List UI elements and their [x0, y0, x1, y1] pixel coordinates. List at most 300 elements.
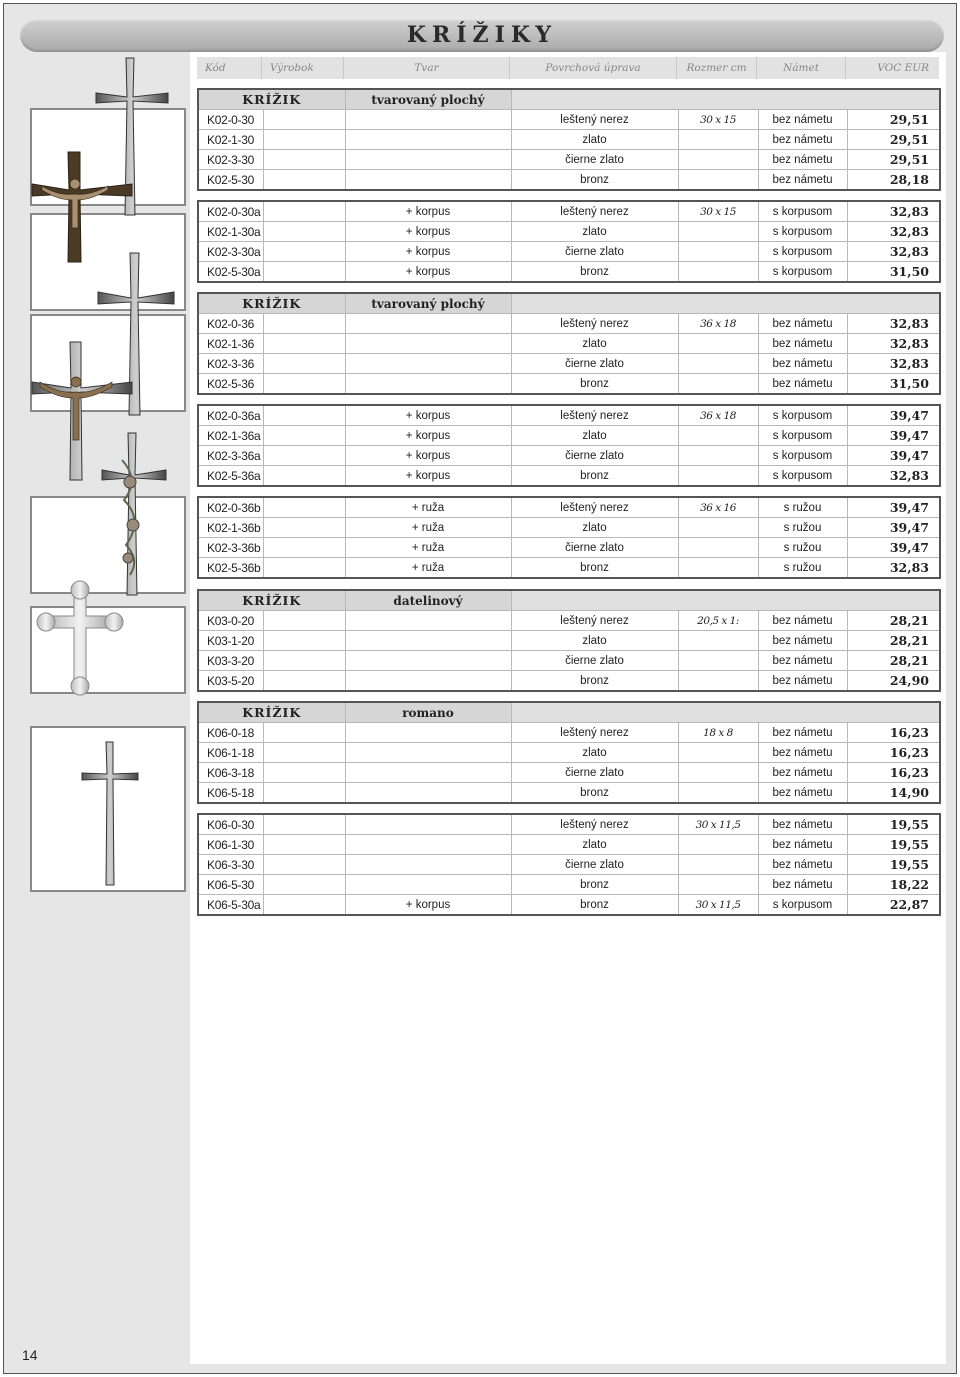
- group-label: KRÍŽIK: [198, 89, 345, 110]
- table-row: [198, 130, 940, 150]
- group-shape: tvarovaný plochý: [345, 89, 511, 110]
- col-rozmer: Rozmer cm: [677, 57, 757, 79]
- product-code: K02-5-36: [198, 374, 263, 395]
- price-eur: 32,83: [847, 558, 940, 579]
- surface-finish: zlato: [511, 518, 678, 538]
- product-variant: + korpus: [345, 426, 511, 446]
- product-code: K03-3-20: [198, 651, 263, 671]
- product-variant: + ruža: [345, 538, 511, 558]
- group-shape: datelinový: [345, 590, 511, 611]
- price-eur: 22,87: [847, 895, 940, 916]
- product-variant: [345, 671, 511, 692]
- page-number: 14: [22, 1347, 38, 1363]
- dimensions: 20,5 x 1:: [678, 611, 758, 631]
- motif: s korpusom: [758, 405, 847, 426]
- product-code: K02-0-36b: [198, 497, 263, 518]
- price-eur: 39,47: [847, 497, 940, 518]
- product-variant: [345, 835, 511, 855]
- price-eur: 28,21: [847, 631, 940, 651]
- table-row: [198, 631, 940, 651]
- motif: bez námetu: [758, 170, 847, 191]
- price-table: [197, 589, 941, 692]
- motif: bez námetu: [758, 334, 847, 354]
- product-variant: + korpus: [345, 201, 511, 222]
- dimensions: [678, 875, 758, 895]
- table-row: [198, 446, 940, 466]
- surface-finish: zlato: [511, 334, 678, 354]
- motif: s korpusom: [758, 222, 847, 242]
- motif: s korpusom: [758, 262, 847, 283]
- product-blank: [263, 611, 345, 631]
- product-code: K02-5-30a: [198, 262, 263, 283]
- product-blank: [263, 201, 345, 222]
- motif: bez námetu: [758, 314, 847, 334]
- product-blank: [263, 855, 345, 875]
- price-eur: 28,18: [847, 170, 940, 191]
- price-eur: 39,47: [847, 538, 940, 558]
- price-eur: 39,47: [847, 426, 940, 446]
- product-blank: [263, 242, 345, 262]
- product-variant: [345, 150, 511, 170]
- surface-finish: bronz: [511, 671, 678, 692]
- product-variant: [345, 723, 511, 743]
- product-code: K02-0-30: [198, 110, 263, 130]
- page-title: KRÍŽIKY: [406, 22, 558, 48]
- motif: s korpusom: [758, 446, 847, 466]
- motif: bez námetu: [758, 374, 847, 395]
- table-row: [198, 110, 940, 130]
- product-blank: [263, 150, 345, 170]
- surface-finish: bronz: [511, 895, 678, 916]
- product-variant: [345, 875, 511, 895]
- surface-finish: leštený nerez: [511, 611, 678, 631]
- product-code: K02-5-36a: [198, 466, 263, 487]
- product-variant: [345, 651, 511, 671]
- dimensions: 36 x 18: [678, 405, 758, 426]
- surface-finish: čierne zlato: [511, 354, 678, 374]
- product-blank: [263, 262, 345, 283]
- surface-finish: zlato: [511, 835, 678, 855]
- header-blank: [511, 89, 940, 110]
- dimensions: [678, 426, 758, 446]
- price-eur: 32,83: [847, 201, 940, 222]
- price-eur: 29,51: [847, 130, 940, 150]
- surface-finish: bronz: [511, 875, 678, 895]
- price-eur: 32,83: [847, 314, 940, 334]
- surface-finish: leštený nerez: [511, 201, 678, 222]
- product-blank: [263, 743, 345, 763]
- price-table: [197, 404, 941, 487]
- table-row: [198, 723, 940, 743]
- motif: bez námetu: [758, 743, 847, 763]
- product-blank: [263, 426, 345, 446]
- header-blank: [511, 293, 940, 314]
- table-row: [198, 538, 940, 558]
- column-header: [197, 57, 939, 79]
- product-variant: [345, 314, 511, 334]
- price-eur: 29,51: [847, 150, 940, 170]
- price-eur: 29,51: [847, 110, 940, 130]
- product-code: K06-1-18: [198, 743, 263, 763]
- surface-finish: čierne zlato: [511, 150, 678, 170]
- dimensions: [678, 466, 758, 487]
- price-eur: 28,21: [847, 651, 940, 671]
- surface-finish: zlato: [511, 222, 678, 242]
- product-blank: [263, 518, 345, 538]
- motif: bez námetu: [758, 611, 847, 631]
- table-row: [198, 875, 940, 895]
- table-row: [198, 170, 940, 191]
- product-code: K06-3-30: [198, 855, 263, 875]
- price-eur: 39,47: [847, 446, 940, 466]
- crucifix-image: [28, 150, 138, 265]
- motif: s korpusom: [758, 242, 847, 262]
- table-row: [198, 150, 940, 170]
- dimensions: [678, 446, 758, 466]
- product-blank: [263, 354, 345, 374]
- dimensions: [678, 558, 758, 579]
- price-eur: 39,47: [847, 405, 940, 426]
- product-blank: [263, 466, 345, 487]
- surface-finish: zlato: [511, 631, 678, 651]
- group-shape: tvarovaný plochý: [345, 293, 511, 314]
- price-table: [197, 496, 941, 579]
- product-variant: [345, 354, 511, 374]
- surface-finish: leštený nerez: [511, 110, 678, 130]
- surface-finish: zlato: [511, 426, 678, 446]
- motif: s ružou: [758, 538, 847, 558]
- motif: bez námetu: [758, 783, 847, 804]
- product-code: K02-0-30a: [198, 201, 263, 222]
- header-blank: [511, 590, 940, 611]
- product-blank: [263, 405, 345, 426]
- surface-finish: zlato: [511, 743, 678, 763]
- product-variant: [345, 110, 511, 130]
- group-label: KRÍŽIK: [198, 590, 345, 611]
- product-variant: [345, 631, 511, 651]
- price-eur: 32,83: [847, 242, 940, 262]
- product-code: K02-0-36: [198, 314, 263, 334]
- col-tvar: Tvar: [344, 57, 510, 79]
- product-blank: [263, 110, 345, 130]
- dimensions: [678, 262, 758, 283]
- price-table: [197, 200, 941, 283]
- dimensions: [678, 763, 758, 783]
- dimensions: [678, 150, 758, 170]
- price-eur: 19,55: [847, 814, 940, 835]
- rose-cross-image: [100, 430, 170, 600]
- motif: s ružou: [758, 518, 847, 538]
- surface-finish: leštený nerez: [511, 723, 678, 743]
- product-blank: [263, 835, 345, 855]
- dimensions: [678, 222, 758, 242]
- table-row: [198, 855, 940, 875]
- price-eur: 32,83: [847, 222, 940, 242]
- col-kod: Kód: [197, 57, 262, 79]
- price-eur: 16,23: [847, 723, 940, 743]
- surface-finish: leštený nerez: [511, 405, 678, 426]
- product-blank: [263, 631, 345, 651]
- product-variant: + korpus: [345, 222, 511, 242]
- product-variant: + ruža: [345, 497, 511, 518]
- dimensions: [678, 835, 758, 855]
- product-code: K03-1-20: [198, 631, 263, 651]
- product-code: K03-5-20: [198, 671, 263, 692]
- product-code: K02-0-36a: [198, 405, 263, 426]
- motif: bez námetu: [758, 130, 847, 150]
- product-blank: [263, 783, 345, 804]
- price-eur: 19,55: [847, 835, 940, 855]
- product-blank: [263, 723, 345, 743]
- product-variant: [345, 743, 511, 763]
- product-blank: [263, 130, 345, 150]
- table-row: [198, 763, 940, 783]
- table-row: [198, 651, 940, 671]
- product-code: K02-1-36: [198, 334, 263, 354]
- group-header-row: [198, 702, 940, 723]
- price-eur: 14,90: [847, 783, 940, 804]
- table-row: [198, 895, 940, 916]
- dimensions: 36 x 16: [678, 497, 758, 518]
- product-code: K06-5-30a: [198, 895, 263, 916]
- product-code: K06-0-18: [198, 723, 263, 743]
- motif: s korpusom: [758, 201, 847, 222]
- dimensions: [678, 783, 758, 804]
- product-code: K02-1-36b: [198, 518, 263, 538]
- product-variant: + ruža: [345, 558, 511, 579]
- product-code: K02-5-36b: [198, 558, 263, 579]
- motif: bez námetu: [758, 150, 847, 170]
- price-table: [197, 292, 941, 395]
- product-blank: [263, 497, 345, 518]
- table-row: [198, 354, 940, 374]
- surface-finish: čierne zlato: [511, 538, 678, 558]
- motif: bez námetu: [758, 763, 847, 783]
- product-code: K02-3-36a: [198, 446, 263, 466]
- product-blank: [263, 651, 345, 671]
- dimensions: [678, 130, 758, 150]
- price-eur: 31,50: [847, 374, 940, 395]
- group-header-row: [198, 590, 940, 611]
- product-code: K06-0-30: [198, 814, 263, 835]
- product-code: K02-1-36a: [198, 426, 263, 446]
- price-table: [197, 701, 941, 804]
- product-variant: [345, 130, 511, 150]
- product-code: K02-5-30: [198, 170, 263, 191]
- motif: bez námetu: [758, 855, 847, 875]
- dimensions: [678, 631, 758, 651]
- product-code: K02-3-30a: [198, 242, 263, 262]
- product-variant: + korpus: [345, 446, 511, 466]
- col-voc: VOC EUR: [877, 62, 929, 74]
- product-blank: [263, 814, 345, 835]
- product-code: K06-3-18: [198, 763, 263, 783]
- product-variant: + korpus: [345, 262, 511, 283]
- title-bar: [20, 18, 944, 52]
- dimensions: 18 x 8: [678, 723, 758, 743]
- product-blank: [263, 671, 345, 692]
- table-row: [198, 518, 940, 538]
- surface-finish: bronz: [511, 783, 678, 804]
- product-blank: [263, 895, 345, 916]
- motif: bez námetu: [758, 651, 847, 671]
- motif: bez námetu: [758, 835, 847, 855]
- group-header-row: [198, 89, 940, 110]
- product-variant: + ruža: [345, 518, 511, 538]
- product-blank: [263, 334, 345, 354]
- product-variant: [345, 374, 511, 395]
- product-blank: [263, 222, 345, 242]
- table-row: [198, 201, 940, 222]
- table-row: [198, 497, 940, 518]
- col-povrch: Povrchová úprava: [510, 57, 677, 79]
- clover-cross-image: [30, 580, 130, 700]
- table-row: [198, 242, 940, 262]
- product-variant: + korpus: [345, 466, 511, 487]
- col-vyrobok: Výrobok: [262, 57, 344, 79]
- product-blank: [263, 374, 345, 395]
- surface-finish: bronz: [511, 558, 678, 579]
- product-code: K02-3-36: [198, 354, 263, 374]
- price-table: [197, 88, 941, 191]
- motif: s korpusom: [758, 426, 847, 446]
- table-row: [198, 426, 940, 446]
- group-header-row: [198, 293, 940, 314]
- surface-finish: bronz: [511, 374, 678, 395]
- dimensions: [678, 354, 758, 374]
- dimensions: [678, 170, 758, 191]
- price-eur: 39,47: [847, 518, 940, 538]
- table-row: [198, 558, 940, 579]
- product-variant: + korpus: [345, 895, 511, 916]
- surface-finish: čierne zlato: [511, 242, 678, 262]
- price-eur: 28,21: [847, 611, 940, 631]
- product-code: K03-0-20: [198, 611, 263, 631]
- dimensions: [678, 518, 758, 538]
- product-code: K06-1-30: [198, 835, 263, 855]
- group-label: KRÍŽIK: [198, 702, 345, 723]
- price-eur: 24,90: [847, 671, 940, 692]
- table-row: [198, 222, 940, 242]
- dimensions: [678, 743, 758, 763]
- product-variant: [345, 611, 511, 631]
- motif: bez námetu: [758, 354, 847, 374]
- surface-finish: bronz: [511, 170, 678, 191]
- surface-finish: zlato: [511, 130, 678, 150]
- product-blank: [263, 763, 345, 783]
- table-row: [198, 835, 940, 855]
- price-eur: 32,83: [847, 334, 940, 354]
- price-eur: 16,23: [847, 743, 940, 763]
- dimensions: 30 x 15: [678, 110, 758, 130]
- motif: s korpusom: [758, 466, 847, 487]
- surface-finish: čierne zlato: [511, 651, 678, 671]
- dimensions: 30 x 15: [678, 201, 758, 222]
- product-variant: [345, 783, 511, 804]
- group-shape: romano: [345, 702, 511, 723]
- header-blank: [511, 702, 940, 723]
- motif: bez námetu: [758, 110, 847, 130]
- table-row: [198, 743, 940, 763]
- product-blank: [263, 558, 345, 579]
- dimensions: [678, 671, 758, 692]
- dimensions: 30 x 11,5: [678, 814, 758, 835]
- dimensions: [678, 651, 758, 671]
- table-row: [198, 334, 940, 354]
- product-variant: + korpus: [345, 405, 511, 426]
- surface-finish: leštený nerez: [511, 314, 678, 334]
- table-row: [198, 262, 940, 283]
- price-eur: 32,83: [847, 466, 940, 487]
- motif: s ružou: [758, 558, 847, 579]
- motif: s ružou: [758, 497, 847, 518]
- motif: bez námetu: [758, 875, 847, 895]
- price-eur: 16,23: [847, 763, 940, 783]
- motif: bez námetu: [758, 631, 847, 651]
- motif: s korpusom: [758, 895, 847, 916]
- price-eur: 31,50: [847, 262, 940, 283]
- product-blank: [263, 170, 345, 191]
- product-blank: [263, 875, 345, 895]
- price-table: [197, 813, 941, 916]
- table-row: [198, 814, 940, 835]
- motif: bez námetu: [758, 814, 847, 835]
- dimensions: 36 x 18: [678, 314, 758, 334]
- table-row: [198, 466, 940, 487]
- product-code: K02-3-36b: [198, 538, 263, 558]
- table-row: [198, 783, 940, 804]
- product-code: K06-5-30: [198, 875, 263, 895]
- dimensions: [678, 855, 758, 875]
- surface-finish: čierne zlato: [511, 446, 678, 466]
- dimensions: [678, 242, 758, 262]
- col-namet: Námet: [757, 57, 846, 79]
- price-eur: 19,55: [847, 855, 940, 875]
- romano-cross-image: [80, 740, 140, 890]
- price-eur: 32,83: [847, 354, 940, 374]
- surface-finish: leštený nerez: [511, 814, 678, 835]
- product-code: K02-3-30: [198, 150, 263, 170]
- surface-finish: čierne zlato: [511, 763, 678, 783]
- surface-finish: bronz: [511, 262, 678, 283]
- product-blank: [263, 446, 345, 466]
- dimensions: 30 x 11,5: [678, 895, 758, 916]
- surface-finish: čierne zlato: [511, 855, 678, 875]
- table-row: [198, 611, 940, 631]
- motif: bez námetu: [758, 723, 847, 743]
- group-label: KRÍŽIK: [198, 293, 345, 314]
- price-eur: 18,22: [847, 875, 940, 895]
- dimensions: [678, 334, 758, 354]
- surface-finish: leštený nerez: [511, 497, 678, 518]
- product-variant: [345, 855, 511, 875]
- motif: bez námetu: [758, 671, 847, 692]
- product-variant: [345, 334, 511, 354]
- product-variant: [345, 170, 511, 191]
- product-code: K02-1-30: [198, 130, 263, 150]
- product-blank: [263, 314, 345, 334]
- product-variant: [345, 814, 511, 835]
- table-row: [198, 374, 940, 395]
- table-row: [198, 314, 940, 334]
- dimensions: [678, 538, 758, 558]
- table-row: [198, 671, 940, 692]
- product-code: K02-1-30a: [198, 222, 263, 242]
- table-row: [198, 405, 940, 426]
- dimensions: [678, 374, 758, 395]
- product-variant: + korpus: [345, 242, 511, 262]
- product-blank: [263, 538, 345, 558]
